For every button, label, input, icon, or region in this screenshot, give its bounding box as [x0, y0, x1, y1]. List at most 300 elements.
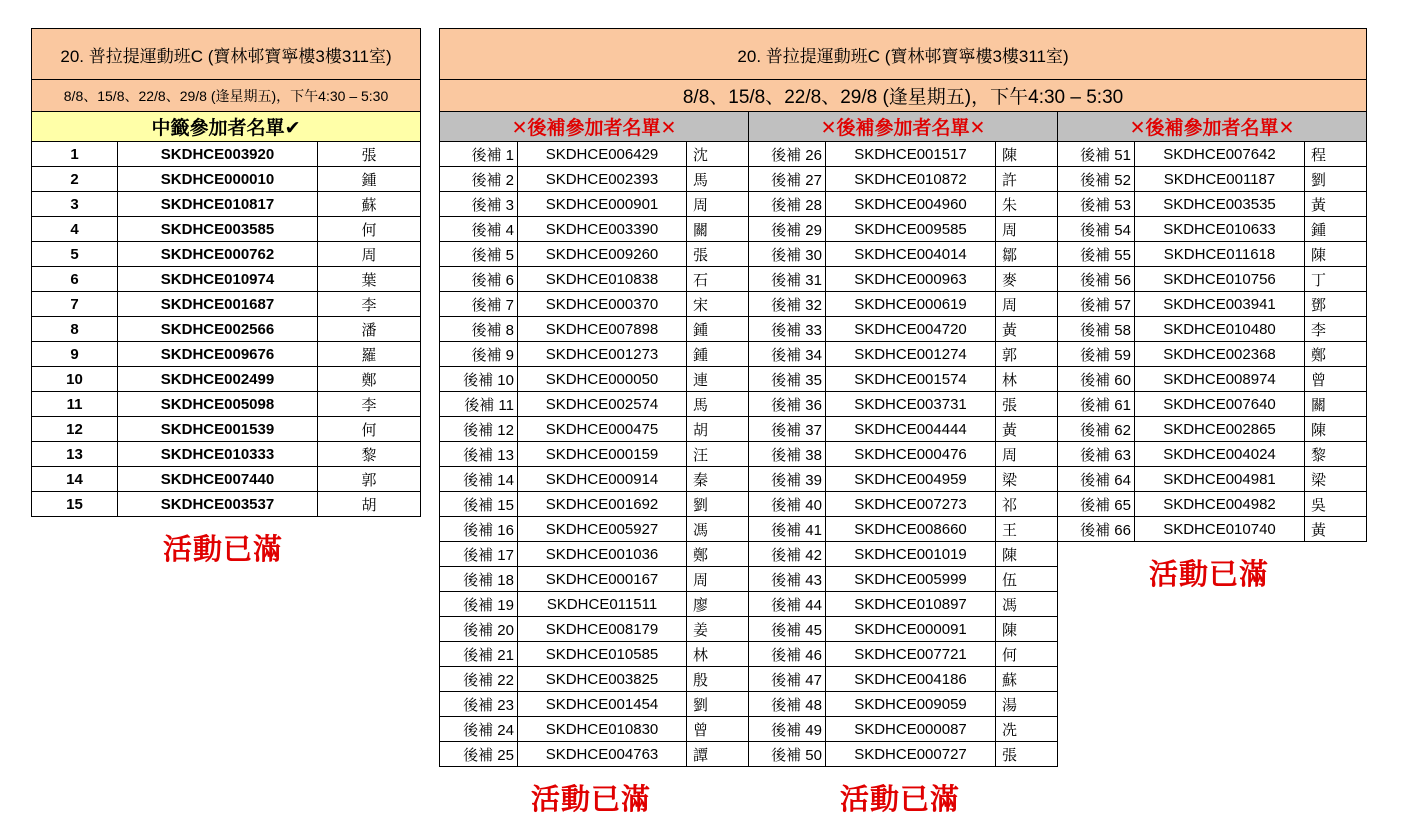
participant-surname: 廖	[687, 592, 749, 617]
waitlist-number: 後補 55	[1058, 242, 1135, 267]
waitlist-number: 後補 45	[749, 617, 826, 642]
participant-surname: 郭	[318, 467, 421, 492]
participant-surname: 張	[687, 242, 749, 267]
participant-surname: 鄭	[1305, 342, 1367, 367]
participant-surname: 梁	[1305, 467, 1367, 492]
participant-id: SKDHCE000159	[518, 442, 687, 467]
waitlist-number: 後補 51	[1058, 142, 1135, 167]
class-title: 20. 普拉提運動班C (寶林邨寶寧樓3樓311室)	[32, 29, 421, 80]
table-row	[440, 167, 1367, 192]
participant-surname: 陳	[996, 142, 1058, 167]
participant-surname: 黃	[996, 417, 1058, 442]
participant-id: SKDHCE001187	[1135, 167, 1305, 192]
participant-surname: 譚	[687, 742, 749, 767]
waitlist-number: 後補 13	[440, 442, 518, 467]
participant-id: SKDHCE002574	[518, 392, 687, 417]
waitlist-number: 後補 36	[749, 392, 826, 417]
participant-surname: 祁	[996, 492, 1058, 517]
waitlist-number: 後補 66	[1058, 517, 1135, 542]
table-row	[32, 367, 421, 392]
table-row	[440, 467, 1367, 492]
participant-surname: 鍾	[318, 167, 421, 192]
participant-surname: 蘇	[996, 667, 1058, 692]
waitlist-number: 後補 40	[749, 492, 826, 517]
waitlist-number: 後補 15	[440, 492, 518, 517]
participant-surname: 黎	[1305, 442, 1367, 467]
participant-surname: 沈	[687, 142, 749, 167]
participant-id: SKDHCE003390	[518, 217, 687, 242]
table-row	[32, 417, 421, 442]
participant-surname: 羅	[318, 342, 421, 367]
table-row	[440, 342, 1367, 367]
row-number: 8	[32, 317, 118, 342]
participant-surname: 冼	[996, 717, 1058, 742]
participant-surname: 胡	[687, 417, 749, 442]
participant-id: SKDHCE000167	[518, 567, 687, 592]
waitlist-number: 後補 42	[749, 542, 826, 567]
participant-surname: 劉	[687, 692, 749, 717]
table-row	[440, 367, 1367, 392]
participant-surname: 汪	[687, 442, 749, 467]
participant-surname: 馬	[687, 392, 749, 417]
waitlist-number: 後補 52	[1058, 167, 1135, 192]
participant-surname: 馮	[996, 592, 1058, 617]
table-row	[32, 342, 421, 367]
participant-surname: 林	[687, 642, 749, 667]
table-row	[440, 442, 1367, 467]
participant-id: SKDHCE002566	[118, 317, 318, 342]
participant-surname: 石	[687, 267, 749, 292]
full-stamp: 活動已滿	[1149, 557, 1270, 591]
participant-id: SKDHCE004186	[826, 667, 996, 692]
waitlist-number: 後補 60	[1058, 367, 1135, 392]
table-row	[32, 267, 421, 292]
participant-id: SKDHCE008660	[826, 517, 996, 542]
participant-id: SKDHCE000050	[518, 367, 687, 392]
winners-header	[32, 112, 421, 142]
waitlist-header-label: 後補參加者名單	[836, 118, 970, 139]
table-row	[440, 492, 1367, 517]
participant-id: SKDHCE001019	[826, 542, 996, 567]
participant-surname: 王	[996, 517, 1058, 542]
waitlist-number: 後補 47	[749, 667, 826, 692]
empty-cell	[1058, 642, 1367, 667]
waitlist-number: 後補 2	[440, 167, 518, 192]
table-row	[32, 442, 421, 467]
participant-id: SKDHCE004960	[826, 192, 996, 217]
participant-id: SKDHCE000963	[826, 267, 996, 292]
waitlist-number: 後補 35	[749, 367, 826, 392]
table-row	[32, 167, 421, 192]
waitlist-number: 後補 6	[440, 267, 518, 292]
waitlist-number: 後補 50	[749, 742, 826, 767]
table-row	[32, 467, 421, 492]
participant-surname: 李	[1305, 317, 1367, 342]
participant-id: SKDHCE009676	[118, 342, 318, 367]
empty-cell	[1058, 692, 1367, 717]
participant-id: SKDHCE009059	[826, 692, 996, 717]
participant-id: SKDHCE000762	[118, 242, 318, 267]
table-row	[32, 242, 421, 267]
participant-id: SKDHCE004024	[1135, 442, 1305, 467]
participant-surname: 周	[318, 242, 421, 267]
waitlist-number: 後補 30	[749, 242, 826, 267]
row-number: 2	[32, 167, 118, 192]
table-row	[440, 142, 1367, 167]
waitlist-number: 後補 41	[749, 517, 826, 542]
waitlist-number: 後補 63	[1058, 442, 1135, 467]
waitlist-number: 後補 16	[440, 517, 518, 542]
participant-id: SKDHCE000476	[826, 442, 996, 467]
waitlist-number: 後補 62	[1058, 417, 1135, 442]
participant-id: SKDHCE010585	[518, 642, 687, 667]
waitlist-header	[440, 112, 749, 142]
waitlist-number: 後補 53	[1058, 192, 1135, 217]
participant-id: SKDHCE004981	[1135, 467, 1305, 492]
participant-id: SKDHCE010740	[1135, 517, 1305, 542]
participant-id: SKDHCE004982	[1135, 492, 1305, 517]
participant-surname: 劉	[1305, 167, 1367, 192]
participant-surname: 姜	[687, 617, 749, 642]
participant-id: SKDHCE010838	[518, 267, 687, 292]
participant-surname: 伍	[996, 567, 1058, 592]
waitlist-number: 後補 5	[440, 242, 518, 267]
participant-id: SKDHCE009260	[518, 242, 687, 267]
empty-cell	[1058, 717, 1367, 742]
participant-id: SKDHCE005999	[826, 567, 996, 592]
waitlist-number: 後補 3	[440, 192, 518, 217]
waitlist-number: 後補 4	[440, 217, 518, 242]
participant-id: SKDHCE000619	[826, 292, 996, 317]
participant-id: SKDHCE010480	[1135, 317, 1305, 342]
waitlist-number: 後補 31	[749, 267, 826, 292]
participant-id: SKDHCE003920	[118, 142, 318, 167]
table-row	[440, 617, 1367, 642]
participant-id: SKDHCE001517	[826, 142, 996, 167]
participant-surname: 鄒	[996, 242, 1058, 267]
waitlist-number: 後補 44	[749, 592, 826, 617]
row-number: 15	[32, 492, 118, 517]
row-number: 11	[32, 392, 118, 417]
participant-id: SKDHCE000091	[826, 617, 996, 642]
participant-surname: 關	[687, 217, 749, 242]
table-row	[440, 192, 1367, 217]
participant-id: SKDHCE000727	[826, 742, 996, 767]
waitlist-number: 後補 20	[440, 617, 518, 642]
table-row	[32, 317, 421, 342]
waitlist-header	[1058, 112, 1367, 142]
participant-surname: 黃	[1305, 192, 1367, 217]
participant-surname: 朱	[996, 192, 1058, 217]
table-row	[440, 317, 1367, 342]
participant-id: SKDHCE003535	[1135, 192, 1305, 217]
participant-surname: 馬	[687, 167, 749, 192]
participant-surname: 李	[318, 392, 421, 417]
participant-surname: 秦	[687, 467, 749, 492]
participant-id: SKDHCE002393	[518, 167, 687, 192]
participant-surname: 周	[996, 442, 1058, 467]
participant-id: SKDHCE005927	[518, 517, 687, 542]
participant-surname: 蘇	[318, 192, 421, 217]
waitlist-number: 後補 23	[440, 692, 518, 717]
row-number: 13	[32, 442, 118, 467]
waitlist-number: 後補 33	[749, 317, 826, 342]
participant-id: SKDHCE007642	[1135, 142, 1305, 167]
row-number: 14	[32, 467, 118, 492]
participant-id: SKDHCE004014	[826, 242, 996, 267]
table-row	[32, 292, 421, 317]
participant-surname: 潘	[318, 317, 421, 342]
participant-id: SKDHCE003731	[826, 392, 996, 417]
participant-surname: 周	[687, 567, 749, 592]
winners-table	[31, 28, 421, 517]
table-row	[32, 217, 421, 242]
participant-surname: 宋	[687, 292, 749, 317]
row-number: 7	[32, 292, 118, 317]
cross-icon: ✕	[820, 118, 837, 139]
participant-surname: 周	[996, 217, 1058, 242]
waitlist-number: 後補 17	[440, 542, 518, 567]
participant-surname: 程	[1305, 142, 1367, 167]
cross-icon: ✕	[1278, 118, 1295, 139]
waitlist-number: 後補 8	[440, 317, 518, 342]
waitlist-table	[439, 28, 1367, 767]
participant-surname: 陳	[996, 542, 1058, 567]
participant-id: SKDHCE010830	[518, 717, 687, 742]
check-icon: ✔	[284, 118, 301, 139]
table-row	[32, 492, 421, 517]
full-stamp: 活動已滿	[840, 782, 961, 816]
participant-surname: 郭	[996, 342, 1058, 367]
participant-id: SKDHCE001273	[518, 342, 687, 367]
cross-icon: ✕	[511, 118, 528, 139]
participant-id: SKDHCE007721	[826, 642, 996, 667]
participant-surname: 張	[996, 742, 1058, 767]
participant-id: SKDHCE010872	[826, 167, 996, 192]
participant-id: SKDHCE004959	[826, 467, 996, 492]
waitlist-header	[749, 112, 1058, 142]
table-row	[440, 742, 1367, 767]
participant-surname: 林	[996, 367, 1058, 392]
participant-surname: 梁	[996, 467, 1058, 492]
waitlist-number: 後補 14	[440, 467, 518, 492]
waitlist-number: 後補 58	[1058, 317, 1135, 342]
participant-surname: 何	[318, 417, 421, 442]
participant-id: SKDHCE000901	[518, 192, 687, 217]
participant-surname: 馮	[687, 517, 749, 542]
waitlist-number: 後補 34	[749, 342, 826, 367]
participant-id: SKDHCE003537	[118, 492, 318, 517]
table-row	[440, 517, 1367, 542]
participant-id: SKDHCE004444	[826, 417, 996, 442]
waitlist-number: 後補 25	[440, 742, 518, 767]
participant-surname: 胡	[318, 492, 421, 517]
table-row	[440, 667, 1367, 692]
row-number: 1	[32, 142, 118, 167]
participant-surname: 鍾	[1305, 217, 1367, 242]
table-row	[32, 142, 421, 167]
waitlist-number: 後補 28	[749, 192, 826, 217]
waitlist-number: 後補 61	[1058, 392, 1135, 417]
participant-id: SKDHCE010897	[826, 592, 996, 617]
participant-id: SKDHCE004763	[518, 742, 687, 767]
empty-cell	[1058, 592, 1367, 617]
participant-surname: 周	[996, 292, 1058, 317]
participant-id: SKDHCE001454	[518, 692, 687, 717]
participant-surname: 鍾	[687, 342, 749, 367]
row-number: 6	[32, 267, 118, 292]
participant-id: SKDHCE002499	[118, 367, 318, 392]
waitlist-number: 後補 26	[749, 142, 826, 167]
waitlist-number: 後補 49	[749, 717, 826, 742]
participant-surname: 陳	[996, 617, 1058, 642]
participant-id: SKDHCE007440	[118, 467, 318, 492]
class-title: 20. 普拉提運動班C (寶林邨寶寧樓3樓311室)	[440, 29, 1367, 80]
participant-id: SKDHCE007640	[1135, 392, 1305, 417]
participant-surname: 關	[1305, 392, 1367, 417]
winners-header-label: 中籤參加者名單	[151, 118, 285, 139]
row-number: 5	[32, 242, 118, 267]
participant-surname: 湯	[996, 692, 1058, 717]
participant-surname: 鍾	[687, 317, 749, 342]
waitlist-number: 後補 59	[1058, 342, 1135, 367]
table-row	[440, 642, 1367, 667]
waitlist-number: 後補 46	[749, 642, 826, 667]
participant-id: SKDHCE001687	[118, 292, 318, 317]
waitlist-number: 後補 12	[440, 417, 518, 442]
row-number: 3	[32, 192, 118, 217]
row-number: 4	[32, 217, 118, 242]
waitlist-number: 後補 37	[749, 417, 826, 442]
waitlist-number: 後補 65	[1058, 492, 1135, 517]
participant-id: SKDHCE005098	[118, 392, 318, 417]
participant-id: SKDHCE011511	[518, 592, 687, 617]
waitlist-number: 後補 57	[1058, 292, 1135, 317]
participant-id: SKDHCE010817	[118, 192, 318, 217]
table-row	[440, 692, 1367, 717]
participant-surname: 吳	[1305, 492, 1367, 517]
participant-surname: 何	[318, 217, 421, 242]
table-row	[440, 717, 1367, 742]
participant-surname: 張	[318, 142, 421, 167]
participant-surname: 葉	[318, 267, 421, 292]
participant-id: SKDHCE000914	[518, 467, 687, 492]
cross-icon: ✕	[660, 118, 677, 139]
participant-surname: 麥	[996, 267, 1058, 292]
participant-surname: 丁	[1305, 267, 1367, 292]
table-row	[32, 192, 421, 217]
waitlist-number: 後補 22	[440, 667, 518, 692]
participant-id: SKDHCE001274	[826, 342, 996, 367]
waitlist-number: 後補 10	[440, 367, 518, 392]
waitlist-number: 後補 32	[749, 292, 826, 317]
participant-surname: 陳	[1305, 417, 1367, 442]
row-number: 10	[32, 367, 118, 392]
participant-surname: 曾	[687, 717, 749, 742]
waitlist-number: 後補 39	[749, 467, 826, 492]
participant-surname: 鄧	[1305, 292, 1367, 317]
participant-surname: 曾	[1305, 367, 1367, 392]
class-schedule: 8/8、15/8、22/8、29/8 (逢星期五)，下午4:30 – 5:30	[32, 80, 421, 112]
waitlist-number: 後補 11	[440, 392, 518, 417]
participant-surname: 殷	[687, 667, 749, 692]
participant-surname: 黎	[318, 442, 421, 467]
participant-id: SKDHCE003941	[1135, 292, 1305, 317]
participant-id: SKDHCE010974	[118, 267, 318, 292]
participant-surname: 何	[996, 642, 1058, 667]
participant-id: SKDHCE002865	[1135, 417, 1305, 442]
waitlist-number: 後補 1	[440, 142, 518, 167]
waitlist-number: 後補 24	[440, 717, 518, 742]
cross-icon: ✕	[1129, 118, 1146, 139]
table-row	[440, 242, 1367, 267]
waitlist-number: 後補 56	[1058, 267, 1135, 292]
participant-surname: 張	[996, 392, 1058, 417]
full-stamp: 活動已滿	[531, 782, 652, 816]
empty-cell	[1058, 742, 1367, 767]
participant-id: SKDHCE004720	[826, 317, 996, 342]
participant-id: SKDHCE000010	[118, 167, 318, 192]
table-row	[440, 292, 1367, 317]
empty-cell	[1058, 667, 1367, 692]
waitlist-number: 後補 54	[1058, 217, 1135, 242]
full-stamp: 活動已滿	[163, 532, 284, 566]
participant-id: SKDHCE009585	[826, 217, 996, 242]
row-number: 12	[32, 417, 118, 442]
participant-surname: 周	[687, 192, 749, 217]
participant-id: SKDHCE000475	[518, 417, 687, 442]
participant-surname: 李	[318, 292, 421, 317]
participant-id: SKDHCE010333	[118, 442, 318, 467]
participant-id: SKDHCE000370	[518, 292, 687, 317]
participant-id: SKDHCE007898	[518, 317, 687, 342]
participant-id: SKDHCE001036	[518, 542, 687, 567]
participant-id: SKDHCE008179	[518, 617, 687, 642]
participant-id: SKDHCE003825	[518, 667, 687, 692]
waitlist-number: 後補 19	[440, 592, 518, 617]
participant-surname: 鄭	[318, 367, 421, 392]
waitlist-number: 後補 21	[440, 642, 518, 667]
participant-surname: 黃	[996, 317, 1058, 342]
participant-surname: 劉	[687, 492, 749, 517]
waitlist-header-label: 後補參加者名單	[527, 118, 661, 139]
participant-id: SKDHCE008974	[1135, 367, 1305, 392]
table-row	[32, 392, 421, 417]
participant-id: SKDHCE011618	[1135, 242, 1305, 267]
participant-id: SKDHCE000087	[826, 717, 996, 742]
participant-surname: 連	[687, 367, 749, 392]
table-row	[440, 592, 1367, 617]
participant-surname: 黃	[1305, 517, 1367, 542]
waitlist-number: 後補 7	[440, 292, 518, 317]
table-row	[440, 217, 1367, 242]
waitlist-number: 後補 43	[749, 567, 826, 592]
participant-id: SKDHCE003585	[118, 217, 318, 242]
participant-id: SKDHCE001574	[826, 367, 996, 392]
waitlist-number: 後補 9	[440, 342, 518, 367]
participant-id: SKDHCE007273	[826, 492, 996, 517]
row-number: 9	[32, 342, 118, 367]
participant-surname: 陳	[1305, 242, 1367, 267]
participant-id: SKDHCE010633	[1135, 217, 1305, 242]
participant-id: SKDHCE002368	[1135, 342, 1305, 367]
participant-id: SKDHCE001539	[118, 417, 318, 442]
table-row	[440, 267, 1367, 292]
waitlist-number: 後補 48	[749, 692, 826, 717]
waitlist-number: 後補 64	[1058, 467, 1135, 492]
participant-id: SKDHCE001692	[518, 492, 687, 517]
table-row	[440, 392, 1367, 417]
